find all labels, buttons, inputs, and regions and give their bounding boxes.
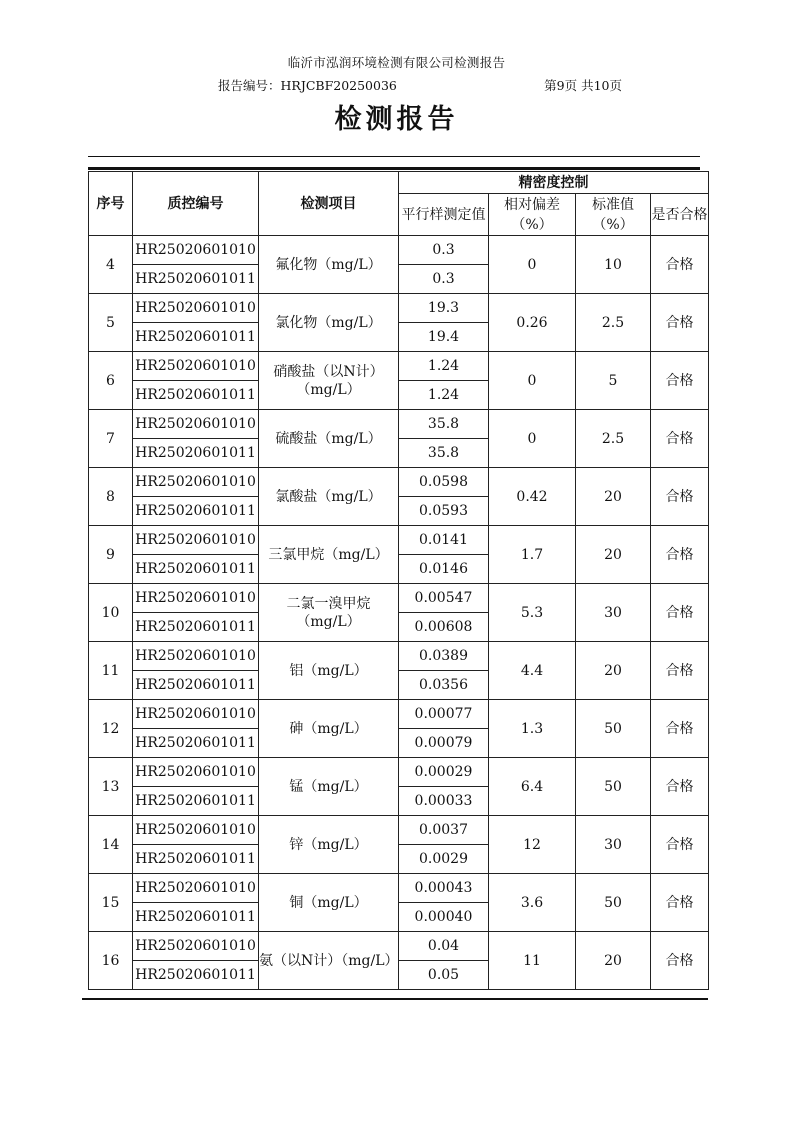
parallel-value-cell: 0.00608	[399, 613, 489, 642]
relative-deviation-cell: 1.3	[489, 700, 576, 758]
qc-id-cell: HR25020601011	[133, 381, 259, 410]
test-item-cell: 氯化物（mg/L）	[259, 294, 399, 352]
test-item-cell: 锌（mg/L）	[259, 816, 399, 874]
table-body	[89, 236, 709, 990]
test-item-cell: 氨（以N计）（mg/L）	[259, 932, 399, 990]
relative-deviation-cell: 1.7	[489, 526, 576, 584]
pass-cell: 合格	[651, 932, 709, 990]
parallel-value-cell: 0.3	[399, 265, 489, 294]
pass-cell: 合格	[651, 874, 709, 932]
standard-value-cell: 10	[576, 236, 651, 294]
parallel-value-cell: 0.05	[399, 961, 489, 990]
parallel-value-cell: 0.04	[399, 932, 489, 961]
seq-cell: 15	[89, 874, 133, 932]
parallel-value-cell: 1.24	[399, 352, 489, 381]
page-indicator: 第9页 共10页	[544, 78, 622, 93]
parallel-value-cell: 0.00033	[399, 787, 489, 816]
pass-cell: 合格	[651, 468, 709, 526]
test-item-cell: 铜（mg/L）	[259, 874, 399, 932]
pass-cell: 合格	[651, 642, 709, 700]
test-item-cell: 氯酸盐（mg/L）	[259, 468, 399, 526]
relative-deviation-cell: 12	[489, 816, 576, 874]
table-row	[89, 526, 709, 555]
table-row	[89, 294, 709, 323]
qc-id-cell: HR25020601010	[133, 932, 259, 961]
pass-cell: 合格	[651, 700, 709, 758]
qc-id-cell: HR25020601010	[133, 874, 259, 903]
qc-id-cell: HR25020601011	[133, 729, 259, 758]
relative-deviation-cell: 0.26	[489, 294, 576, 352]
header-parallel-values: 平行样测定值	[399, 194, 489, 236]
table-row	[89, 758, 709, 787]
report-meta-row	[218, 76, 622, 92]
relative-deviation-cell: 0	[489, 410, 576, 468]
test-item-cell: 砷（mg/L）	[259, 700, 399, 758]
pass-cell: 合格	[651, 526, 709, 584]
parallel-value-cell: 19.3	[399, 294, 489, 323]
table-row	[89, 642, 709, 671]
pass-cell: 合格	[651, 584, 709, 642]
seq-cell: 8	[89, 468, 133, 526]
parallel-value-cell: 0.0356	[399, 671, 489, 700]
qc-id-cell: HR25020601011	[133, 323, 259, 352]
qc-id-cell: HR25020601011	[133, 439, 259, 468]
qc-id-cell: HR25020601011	[133, 671, 259, 700]
qc-id-cell: HR25020601011	[133, 555, 259, 584]
parallel-value-cell: 35.8	[399, 410, 489, 439]
parallel-value-cell: 0.0029	[399, 845, 489, 874]
table-row	[89, 352, 709, 381]
precision-control-table	[88, 171, 709, 990]
qc-id-cell: HR25020601011	[133, 265, 259, 294]
seq-cell: 7	[89, 410, 133, 468]
header-test-item: 检测项目	[259, 172, 399, 236]
parallel-value-cell: 0.00547	[399, 584, 489, 613]
parallel-value-cell: 35.8	[399, 439, 489, 468]
qc-id-cell: HR25020601010	[133, 410, 259, 439]
pass-cell: 合格	[651, 352, 709, 410]
relative-deviation-cell: 6.4	[489, 758, 576, 816]
seq-cell: 9	[89, 526, 133, 584]
test-item-cell: 铝（mg/L）	[259, 642, 399, 700]
standard-value-cell: 2.5	[576, 294, 651, 352]
pass-cell: 合格	[651, 410, 709, 468]
header-precision-group: 精密度控制	[399, 172, 709, 194]
relative-deviation-cell: 0	[489, 236, 576, 294]
parallel-value-cell: 0.0593	[399, 497, 489, 526]
qc-id-cell: HR25020601011	[133, 613, 259, 642]
standard-value-cell: 20	[576, 526, 651, 584]
test-item-cell: 氟化物（mg/L）	[259, 236, 399, 294]
test-item-cell: 硝酸盐（以N计）（mg/L）	[259, 352, 399, 410]
parallel-value-cell: 1.24	[399, 381, 489, 410]
pass-cell: 合格	[651, 294, 709, 352]
qc-id-cell: HR25020601010	[133, 236, 259, 265]
table-row	[89, 816, 709, 845]
qc-id-cell: HR25020601011	[133, 903, 259, 932]
table-row	[89, 410, 709, 439]
seq-cell: 6	[89, 352, 133, 410]
qc-id-cell: HR25020601010	[133, 700, 259, 729]
test-item-cell: 硫酸盐（mg/L）	[259, 410, 399, 468]
qc-id-cell: HR25020601011	[133, 845, 259, 874]
header-relative-deviation: 相对偏差（%）	[489, 194, 576, 236]
qc-id-cell: HR25020601010	[133, 294, 259, 323]
relative-deviation-cell: 0.42	[489, 468, 576, 526]
qc-id-cell: HR25020601010	[133, 526, 259, 555]
qc-id-cell: HR25020601010	[133, 758, 259, 787]
table-row	[89, 236, 709, 265]
parallel-value-cell: 0.3	[399, 236, 489, 265]
standard-value-cell: 20	[576, 642, 651, 700]
pass-cell: 合格	[651, 816, 709, 874]
seq-cell: 5	[89, 294, 133, 352]
parallel-value-cell: 0.0037	[399, 816, 489, 845]
standard-value-cell: 20	[576, 932, 651, 990]
relative-deviation-cell: 11	[489, 932, 576, 990]
standard-value-cell: 2.5	[576, 410, 651, 468]
qc-id-cell: HR25020601011	[133, 497, 259, 526]
parallel-value-cell: 0.00077	[399, 700, 489, 729]
test-item-cell: 三氯甲烷（mg/L）	[259, 526, 399, 584]
header-rule-thick	[88, 167, 700, 170]
qc-id-cell: HR25020601011	[133, 787, 259, 816]
company-header-line: 临沂市泓润环境检测有限公司检测报告	[287, 55, 506, 70]
header-standard-value: 标准值（%）	[576, 194, 651, 236]
seq-cell: 12	[89, 700, 133, 758]
seq-cell: 14	[89, 816, 133, 874]
qc-id-cell: HR25020601010	[133, 816, 259, 845]
table-bottom-rule	[82, 998, 708, 1000]
relative-deviation-cell: 4.4	[489, 642, 576, 700]
table-row	[89, 874, 709, 903]
parallel-value-cell: 0.00079	[399, 729, 489, 758]
standard-value-cell: 20	[576, 468, 651, 526]
relative-deviation-cell: 5.3	[489, 584, 576, 642]
table-row	[89, 932, 709, 961]
standard-value-cell: 30	[576, 816, 651, 874]
relative-deviation-cell: 3.6	[489, 874, 576, 932]
test-item-cell: 锰（mg/L）	[259, 758, 399, 816]
test-item-cell: 二氯一溴甲烷（mg/L）	[259, 584, 399, 642]
qc-id-cell: HR25020601011	[133, 961, 259, 990]
parallel-value-cell: 0.0141	[399, 526, 489, 555]
pass-cell: 合格	[651, 236, 709, 294]
seq-cell: 10	[89, 584, 133, 642]
parallel-value-cell: 0.00043	[399, 874, 489, 903]
seq-cell: 4	[89, 236, 133, 294]
standard-value-cell: 50	[576, 874, 651, 932]
standard-value-cell: 5	[576, 352, 651, 410]
parallel-value-cell: 0.0598	[399, 468, 489, 497]
pass-cell: 合格	[651, 758, 709, 816]
parallel-value-cell: 19.4	[399, 323, 489, 352]
table-row	[89, 584, 709, 613]
header-rule-thin	[88, 156, 700, 157]
parallel-value-cell: 0.00040	[399, 903, 489, 932]
qc-id-cell: HR25020601010	[133, 352, 259, 381]
report-number: 报告编号：HRJCBF20250036	[218, 78, 397, 93]
seq-cell: 13	[89, 758, 133, 816]
table-row	[89, 468, 709, 497]
parallel-value-cell: 0.0389	[399, 642, 489, 671]
header-qc-id: 质控编号	[133, 172, 259, 236]
seq-cell: 16	[89, 932, 133, 990]
standard-value-cell: 30	[576, 584, 651, 642]
qc-id-cell: HR25020601010	[133, 642, 259, 671]
header-seq: 序号	[89, 172, 133, 236]
relative-deviation-cell: 0	[489, 352, 576, 410]
standard-value-cell: 50	[576, 758, 651, 816]
seq-cell: 11	[89, 642, 133, 700]
qc-id-cell: HR25020601010	[133, 584, 259, 613]
parallel-value-cell: 0.0146	[399, 555, 489, 584]
standard-value-cell: 50	[576, 700, 651, 758]
page-title: 检测报告	[334, 104, 459, 135]
header-pass: 是否合格	[651, 194, 709, 236]
parallel-value-cell: 0.00029	[399, 758, 489, 787]
qc-id-cell: HR25020601010	[133, 468, 259, 497]
table-row	[89, 700, 709, 729]
